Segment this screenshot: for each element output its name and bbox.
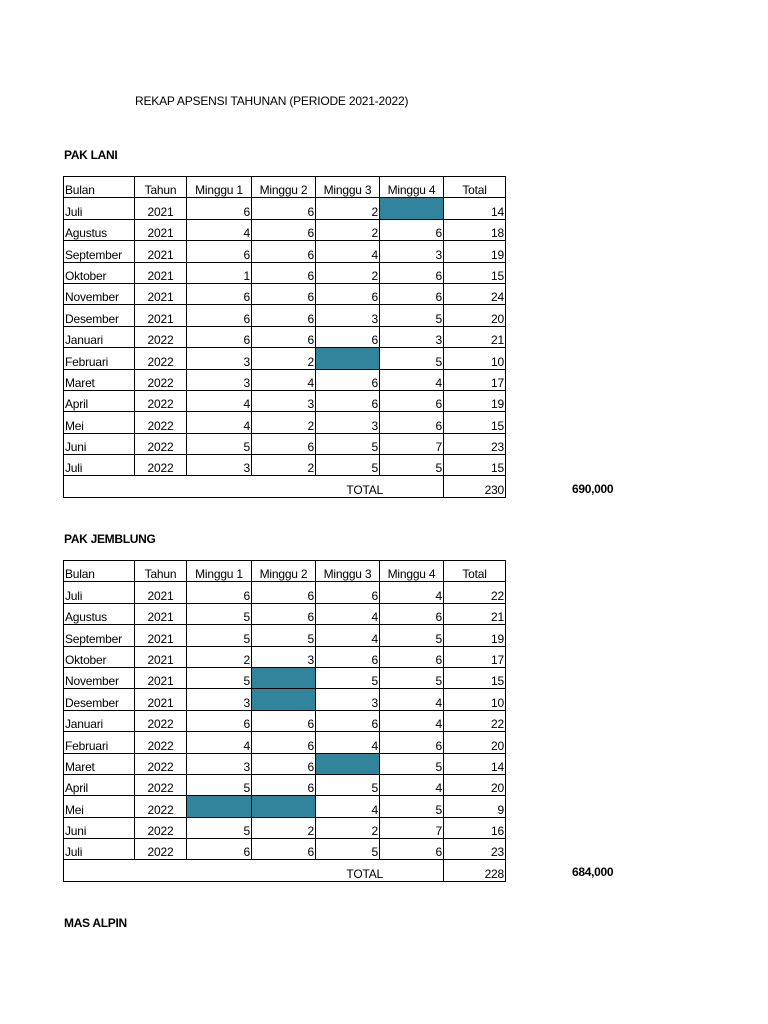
cell-week-1: 3 bbox=[187, 689, 252, 710]
cell-year: 2022 bbox=[135, 412, 187, 433]
total-label: TOTAL bbox=[64, 476, 444, 497]
table-row bbox=[64, 774, 506, 795]
cell-year: 2022 bbox=[135, 369, 187, 390]
table-row bbox=[64, 817, 506, 838]
cell-week-2: 6 bbox=[252, 283, 316, 304]
cell-total: 20 bbox=[444, 732, 506, 753]
cell-year: 2021 bbox=[135, 305, 187, 326]
cell-month: Juni bbox=[64, 817, 135, 838]
cell-week-4: 6 bbox=[380, 412, 444, 433]
section-title-mas-alpin: MAS ALPIN bbox=[64, 916, 127, 930]
cell-week-4: 6 bbox=[380, 839, 444, 860]
cell-week-1: 5 bbox=[187, 667, 252, 688]
cell-month: Januari bbox=[64, 710, 135, 731]
cell-week-4: 6 bbox=[380, 219, 444, 240]
cell-month: Juli bbox=[64, 198, 135, 219]
cell-week-3: 5 bbox=[316, 667, 380, 688]
table-row bbox=[64, 412, 506, 433]
cell-week-1: 4 bbox=[187, 219, 252, 240]
cell-year: 2022 bbox=[135, 348, 187, 369]
cell-week-1: 6 bbox=[187, 305, 252, 326]
cell-total: 16 bbox=[444, 817, 506, 838]
cell-week-1: 3 bbox=[187, 753, 252, 774]
cell-week-4: 4 bbox=[380, 689, 444, 710]
table-row bbox=[64, 646, 506, 667]
cell-week-3: 4 bbox=[316, 732, 380, 753]
cell-week-3: 5 bbox=[316, 433, 380, 454]
cell-week-1: 5 bbox=[187, 817, 252, 838]
cell-week-2: 6 bbox=[252, 582, 316, 603]
cell-week-3: 6 bbox=[316, 390, 380, 411]
table-row bbox=[64, 305, 506, 326]
cell-year: 2022 bbox=[135, 817, 187, 838]
cell-month: November bbox=[64, 667, 135, 688]
column-header-total: Total bbox=[444, 561, 506, 582]
cell-week-4: 6 bbox=[380, 283, 444, 304]
cell-week-1: 5 bbox=[187, 625, 252, 646]
table-row bbox=[64, 839, 506, 860]
table-row bbox=[64, 241, 506, 262]
table-row bbox=[64, 625, 506, 646]
cell-year: 2022 bbox=[135, 710, 187, 731]
cell-week-1: 5 bbox=[187, 433, 252, 454]
cell-week-4: 5 bbox=[380, 667, 444, 688]
cell-week-3: 5 bbox=[316, 455, 380, 476]
cell-week-1: 6 bbox=[187, 710, 252, 731]
cell-week-1: 4 bbox=[187, 412, 252, 433]
table-row bbox=[64, 198, 506, 219]
cell-total: 15 bbox=[444, 455, 506, 476]
cell-week-1: 6 bbox=[187, 839, 252, 860]
cell-total: 22 bbox=[444, 710, 506, 731]
cell-week-1: 6 bbox=[187, 283, 252, 304]
cell-week-2: 3 bbox=[252, 646, 316, 667]
cell-week-1: 1 bbox=[187, 262, 252, 283]
table-row bbox=[64, 348, 506, 369]
cell-week-4: 6 bbox=[380, 603, 444, 624]
cell-week-3: 2 bbox=[316, 219, 380, 240]
cell-week-4: 5 bbox=[380, 796, 444, 817]
cell-month: Februari bbox=[64, 348, 135, 369]
cell-month: November bbox=[64, 283, 135, 304]
cell-week-2: 2 bbox=[252, 348, 316, 369]
cell-week-1: 6 bbox=[187, 582, 252, 603]
cell-week-2: 3 bbox=[252, 390, 316, 411]
total-row bbox=[64, 860, 506, 881]
cell-month: Januari bbox=[64, 326, 135, 347]
cell-year: 2021 bbox=[135, 283, 187, 304]
cell-total: 21 bbox=[444, 326, 506, 347]
cell-total: 20 bbox=[444, 774, 506, 795]
column-header-week-3: Minggu 3 bbox=[316, 177, 380, 198]
cell-week-4: 6 bbox=[380, 262, 444, 283]
cell-total: 21 bbox=[444, 603, 506, 624]
cell-year: 2021 bbox=[135, 198, 187, 219]
grand-total-value: 228 bbox=[444, 860, 506, 881]
cell-week-4: 5 bbox=[380, 348, 444, 369]
table-row bbox=[64, 582, 506, 603]
cell-total: 19 bbox=[444, 241, 506, 262]
cell-total: 14 bbox=[444, 198, 506, 219]
document-title: REKAP APSENSI TAHUNAN (PERIODE 2021-2022) bbox=[135, 94, 409, 108]
cell-week-2: 2 bbox=[252, 412, 316, 433]
cell-month: Juli bbox=[64, 582, 135, 603]
absent-cell bbox=[316, 753, 380, 774]
cell-week-3: 6 bbox=[316, 369, 380, 390]
cell-total: 15 bbox=[444, 412, 506, 433]
cell-year: 2021 bbox=[135, 582, 187, 603]
cell-year: 2021 bbox=[135, 219, 187, 240]
cell-year: 2022 bbox=[135, 774, 187, 795]
cell-year: 2021 bbox=[135, 262, 187, 283]
absent-cell bbox=[316, 348, 380, 369]
cell-week-4: 3 bbox=[380, 326, 444, 347]
attendance-table-pak-jemblung bbox=[63, 560, 506, 882]
column-header-week-3: Minggu 3 bbox=[316, 561, 380, 582]
grand-total-value: 230 bbox=[444, 476, 506, 497]
cell-week-4: 5 bbox=[380, 753, 444, 774]
absent-cell bbox=[252, 667, 316, 688]
cell-week-4: 4 bbox=[380, 710, 444, 731]
section-title-pak-lani: PAK LANI bbox=[64, 148, 118, 162]
table-row bbox=[64, 369, 506, 390]
cell-month: Februari bbox=[64, 732, 135, 753]
pay-amount-pak-lani: 690,000 bbox=[572, 482, 614, 496]
column-header-week-1: Minggu 1 bbox=[187, 177, 252, 198]
cell-year: 2021 bbox=[135, 646, 187, 667]
cell-week-3: 2 bbox=[316, 198, 380, 219]
cell-total: 20 bbox=[444, 305, 506, 326]
cell-week-3: 3 bbox=[316, 412, 380, 433]
table-row bbox=[64, 219, 506, 240]
cell-week-3: 4 bbox=[316, 796, 380, 817]
cell-week-2: 6 bbox=[252, 732, 316, 753]
cell-week-1: 6 bbox=[187, 326, 252, 347]
cell-month: Agustus bbox=[64, 219, 135, 240]
cell-total: 19 bbox=[444, 390, 506, 411]
cell-week-2: 6 bbox=[252, 241, 316, 262]
cell-week-2: 5 bbox=[252, 625, 316, 646]
total-row bbox=[64, 476, 506, 497]
cell-month: Juli bbox=[64, 455, 135, 476]
cell-week-4: 5 bbox=[380, 455, 444, 476]
cell-year: 2022 bbox=[135, 732, 187, 753]
cell-total: 15 bbox=[444, 262, 506, 283]
table-row bbox=[64, 689, 506, 710]
cell-total: 9 bbox=[444, 796, 506, 817]
cell-week-3: 2 bbox=[316, 262, 380, 283]
cell-month: Mei bbox=[64, 796, 135, 817]
cell-month: Maret bbox=[64, 369, 135, 390]
cell-total: 17 bbox=[444, 369, 506, 390]
cell-week-2: 6 bbox=[252, 262, 316, 283]
cell-week-4: 7 bbox=[380, 433, 444, 454]
absent-cell bbox=[380, 198, 444, 219]
cell-week-1: 6 bbox=[187, 198, 252, 219]
cell-week-2: 6 bbox=[252, 774, 316, 795]
cell-week-2: 6 bbox=[252, 219, 316, 240]
cell-month: Oktober bbox=[64, 646, 135, 667]
column-header-week-1: Minggu 1 bbox=[187, 561, 252, 582]
table-row bbox=[64, 796, 506, 817]
cell-month: April bbox=[64, 390, 135, 411]
cell-week-4: 4 bbox=[380, 774, 444, 795]
absent-cell bbox=[252, 689, 316, 710]
cell-week-3: 6 bbox=[316, 326, 380, 347]
cell-total: 14 bbox=[444, 753, 506, 774]
table-row bbox=[64, 753, 506, 774]
cell-week-4: 6 bbox=[380, 646, 444, 667]
cell-year: 2022 bbox=[135, 326, 187, 347]
cell-week-2: 6 bbox=[252, 198, 316, 219]
cell-total: 24 bbox=[444, 283, 506, 304]
cell-week-1: 6 bbox=[187, 241, 252, 262]
cell-year: 2022 bbox=[135, 839, 187, 860]
cell-month: September bbox=[64, 625, 135, 646]
table-row bbox=[64, 732, 506, 753]
cell-week-4: 4 bbox=[380, 369, 444, 390]
cell-month: Maret bbox=[64, 753, 135, 774]
cell-week-4: 4 bbox=[380, 582, 444, 603]
cell-year: 2021 bbox=[135, 667, 187, 688]
cell-week-3: 6 bbox=[316, 283, 380, 304]
table-row bbox=[64, 710, 506, 731]
table-row bbox=[64, 603, 506, 624]
cell-year: 2021 bbox=[135, 625, 187, 646]
cell-month: Juni bbox=[64, 433, 135, 454]
cell-total: 10 bbox=[444, 348, 506, 369]
cell-week-4: 3 bbox=[380, 241, 444, 262]
cell-total: 22 bbox=[444, 582, 506, 603]
cell-week-2: 6 bbox=[252, 603, 316, 624]
cell-week-2: 6 bbox=[252, 839, 316, 860]
total-label: TOTAL bbox=[64, 860, 444, 881]
section-title-pak-jemblung: PAK JEMBLUNG bbox=[64, 532, 156, 546]
cell-week-2: 6 bbox=[252, 305, 316, 326]
cell-month: April bbox=[64, 774, 135, 795]
cell-total: 23 bbox=[444, 839, 506, 860]
cell-week-4: 6 bbox=[380, 390, 444, 411]
column-header-month: Bulan bbox=[64, 561, 135, 582]
cell-total: 18 bbox=[444, 219, 506, 240]
table-row bbox=[64, 433, 506, 454]
cell-week-4: 5 bbox=[380, 625, 444, 646]
cell-week-1: 3 bbox=[187, 348, 252, 369]
table-row bbox=[64, 455, 506, 476]
cell-year: 2021 bbox=[135, 689, 187, 710]
cell-week-3: 2 bbox=[316, 817, 380, 838]
column-header-year: Tahun bbox=[135, 561, 187, 582]
table-header-row bbox=[64, 561, 506, 582]
pay-amount-pak-jemblung: 684,000 bbox=[572, 865, 614, 879]
cell-week-3: 6 bbox=[316, 646, 380, 667]
table-row bbox=[64, 390, 506, 411]
cell-week-1: 4 bbox=[187, 390, 252, 411]
cell-month: Agustus bbox=[64, 603, 135, 624]
cell-total: 10 bbox=[444, 689, 506, 710]
cell-week-1: 5 bbox=[187, 774, 252, 795]
cell-week-2: 6 bbox=[252, 326, 316, 347]
cell-month: Desember bbox=[64, 689, 135, 710]
cell-total: 17 bbox=[444, 646, 506, 667]
table-row bbox=[64, 667, 506, 688]
cell-week-3: 4 bbox=[316, 625, 380, 646]
cell-week-3: 5 bbox=[316, 839, 380, 860]
column-header-total: Total bbox=[444, 177, 506, 198]
cell-month: September bbox=[64, 241, 135, 262]
cell-year: 2022 bbox=[135, 433, 187, 454]
cell-week-3: 3 bbox=[316, 305, 380, 326]
cell-week-3: 6 bbox=[316, 710, 380, 731]
cell-total: 23 bbox=[444, 433, 506, 454]
cell-week-3: 5 bbox=[316, 774, 380, 795]
column-header-week-2: Minggu 2 bbox=[252, 561, 316, 582]
cell-year: 2022 bbox=[135, 455, 187, 476]
cell-week-2: 2 bbox=[252, 455, 316, 476]
cell-month: Desember bbox=[64, 305, 135, 326]
table-row bbox=[64, 262, 506, 283]
column-header-year: Tahun bbox=[135, 177, 187, 198]
table-header-row bbox=[64, 177, 506, 198]
cell-week-2: 6 bbox=[252, 433, 316, 454]
cell-year: 2022 bbox=[135, 753, 187, 774]
attendance-table-pak-lani bbox=[63, 176, 506, 498]
cell-year: 2022 bbox=[135, 796, 187, 817]
cell-month: Mei bbox=[64, 412, 135, 433]
cell-week-2: 4 bbox=[252, 369, 316, 390]
column-header-week-4: Minggu 4 bbox=[380, 561, 444, 582]
column-header-month: Bulan bbox=[64, 177, 135, 198]
cell-year: 2021 bbox=[135, 603, 187, 624]
absent-cell bbox=[187, 796, 252, 817]
cell-total: 19 bbox=[444, 625, 506, 646]
column-header-week-4: Minggu 4 bbox=[380, 177, 444, 198]
absent-cell bbox=[252, 796, 316, 817]
cell-week-1: 2 bbox=[187, 646, 252, 667]
cell-week-2: 2 bbox=[252, 817, 316, 838]
cell-week-3: 4 bbox=[316, 241, 380, 262]
cell-month: Oktober bbox=[64, 262, 135, 283]
cell-week-1: 3 bbox=[187, 369, 252, 390]
table-row bbox=[64, 326, 506, 347]
cell-week-4: 5 bbox=[380, 305, 444, 326]
cell-month: Juli bbox=[64, 839, 135, 860]
cell-year: 2021 bbox=[135, 241, 187, 262]
column-header-week-2: Minggu 2 bbox=[252, 177, 316, 198]
cell-week-1: 4 bbox=[187, 732, 252, 753]
cell-week-3: 6 bbox=[316, 582, 380, 603]
cell-week-1: 5 bbox=[187, 603, 252, 624]
table-row bbox=[64, 283, 506, 304]
cell-total: 15 bbox=[444, 667, 506, 688]
cell-week-4: 7 bbox=[380, 817, 444, 838]
cell-week-3: 3 bbox=[316, 689, 380, 710]
cell-year: 2022 bbox=[135, 390, 187, 411]
cell-week-1: 3 bbox=[187, 455, 252, 476]
cell-week-2: 6 bbox=[252, 753, 316, 774]
cell-week-2: 6 bbox=[252, 710, 316, 731]
cell-week-3: 4 bbox=[316, 603, 380, 624]
cell-week-4: 6 bbox=[380, 732, 444, 753]
